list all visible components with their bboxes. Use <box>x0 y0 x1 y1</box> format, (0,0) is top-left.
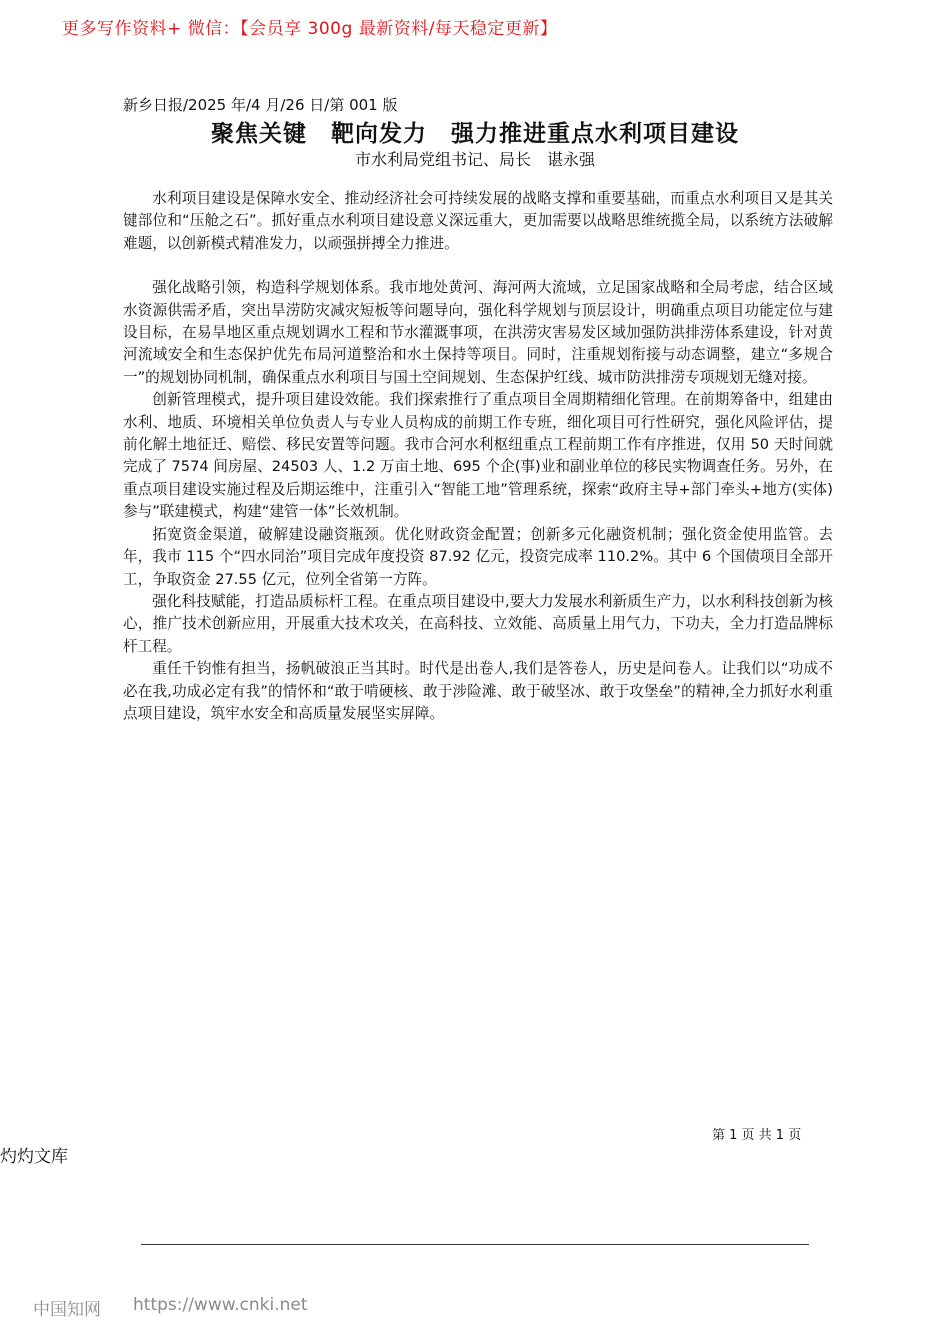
article-author: 市水利局党组书记、局长 谌永强 <box>354 150 595 169</box>
paragraph-funding: 拓宽资金渠道，破解建设融资瓶颈。优化财政资金配置；创新多元化融资机制；强化资金使用监管。去年，我市 115 个“四水同治”项目完成年度投资 87.92 亿元，投资完成率 110.2%。其中 6 个国债项目全部开工，争取资金 27.55 亿元，位列全省第一方阵。 <box>123 525 833 588</box>
footer-divider <box>141 1244 809 1245</box>
paragraph-management: 创新管理模式，提升项目建设效能。我们探索推行了重点项目全周期精细化管理。在前期筹备中，组建由水利、地质、环境相关单位负责人与专业人员构成的前期工作专班，细化项目可行性研究，强化风险评估，提前化解土地征迁、赔偿、移民安置等问题。我市合河水利枢纽重点工程前期工作有序推进，仅用 50 天时间就完成了 7574 间房屋、24503 人、1.2 万亩土地、695 个企(事)业和副业单位的移民实物调查任务。另外，在重点项目建设实施过程及后期运维中，注重引入“智能工地”管理系统，探索“政府主导+部门牵头+地方(实体)参与”联建模式，构建“建管一体”长效机制。 <box>123 391 833 521</box>
paragraph-strategy: 强化战略引领，构造科学规划体系。我市地处黄河、海河两大流域，立足国家战略和全局考虑，结合区域水资源供需矛盾，突出旱涝防灾减灾短板等问题导向，强化科学规划与顶层设计，明确重点项目功能定位与建设目标，在易旱地区重点规划调水工程和节水灌溉事项，在洪涝灾害易发区域加强防洪排涝体系建设，针对黄河流域安全和生态保护优先布局河道整治和水土保持等项目。同时，注重规划衔接与动态调整，建立“多规合一”的规划协同机制，确保重点水利项目与国土空间规划、生态保护红线、城市防洪排涝专项规划无缝对接。 <box>123 279 833 386</box>
footer-brand: 中国知网 <box>33 1300 101 1320</box>
article-body <box>123 188 833 725</box>
paragraph-intro: 水利项目建设是保障水安全、推动经济社会可持续发展的战略支撑和重要基础，而重点水利项目又是其关键部位和“压舱之石”。抓好重点水利项目建设意义深远重大，更加需要以战略思维统揽全局，以系统方法破解难题，以创新模式精准发力，以顽强拼搏全力推进。 <box>123 190 833 252</box>
footer-url[interactable]: https://www.cnki.net <box>133 1295 308 1315</box>
promo-banner: 更多写作资料+ 微信：【会员享 300g 最新资料/每天稳定更新】 <box>62 19 558 39</box>
publication-source: 新乡日报/2025 年/4 月/26 日/第 001 版 <box>123 96 398 114</box>
paragraph-technology: 强化科技赋能，打造品质标杆工程。在重点项目建设中,要大力发展水利新质生产力，以水利科技创新为核心，推广技术创新应用，开展重大技术攻关，在高科技、立效能、高质量上用气力，下功夫，全力打造品牌标杆工程。 <box>123 592 833 655</box>
library-watermark: 灼灼文库 <box>0 1147 68 1167</box>
article-title: 聚焦关键 靶向发力 强力推进重点水利项目建设 <box>211 121 739 147</box>
page-number: 第 1 页 共 1 页 <box>712 1128 802 1143</box>
paragraph-conclusion: 重任千钧惟有担当，扬帆破浪正当其时。时代是出卷人,我们是答卷人，历史是问卷人。让我们以“功成不必在我,功成必定有我”的情怀和“敢于啃硬核、敢于涉险滩、敢于破坚冰、敢于攻堡垒”的精神,全力抓好水利重点项目建设，筑牢水安全和高质量发展坚实屏障。 <box>123 660 833 722</box>
